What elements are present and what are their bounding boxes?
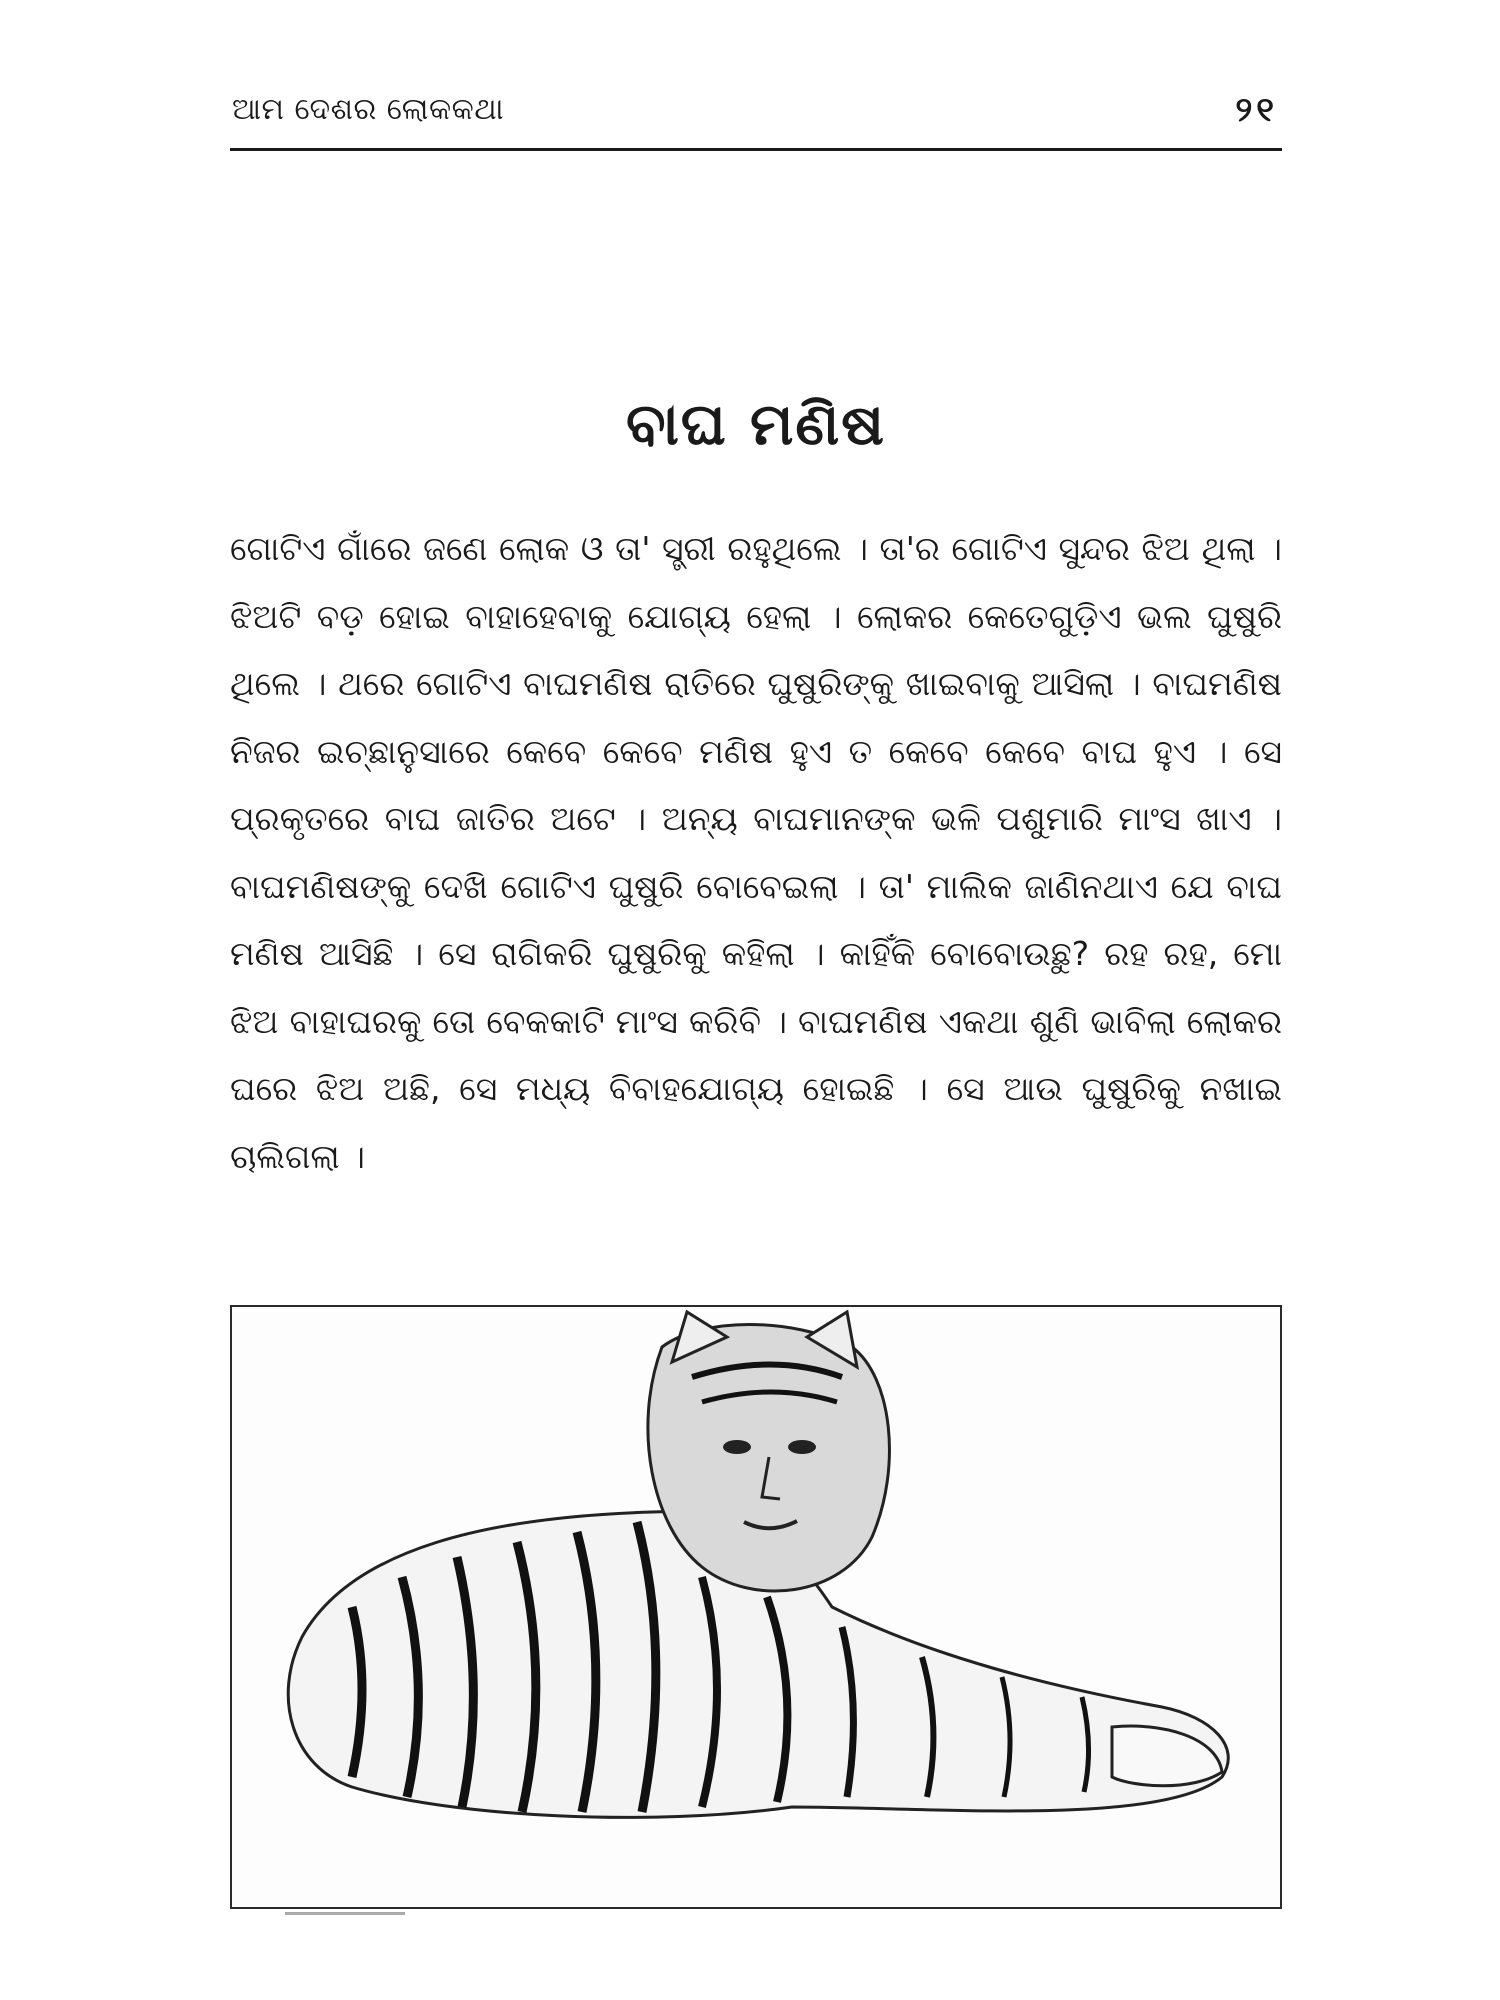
face-right-eye: [788, 1440, 816, 1454]
scan-mark: [285, 1912, 405, 1915]
tiger-man-illustration: [230, 1305, 1282, 1909]
face-left-eye: [723, 1440, 751, 1454]
story-paragraph: ଗୋଟିଏ ଗାଁରେ ଜଣେ ଲୋକ ଓ ତା' ସ୍ତ୍ରୀ ରହୁଥିଲେ । ତା'ର ଗୋଟିଏ ସୁନ୍ଦର ଝିଅ ଥିଲା । ଝିଅଟି ବଡ଼ ହୋଇ ବାହାହେବାକୁ ଯୋଗ୍ୟ ହେଲା । ଲୋକର କେତେଗୁଡ଼ିଏ ଭଲ ଘୁଷୁରି ଥିଲେ । ଥରେ ଗୋଟିଏ ବାଘମଣିଷ ରାତିରେ ଘୁଷୁରିଙ୍କୁ ଖାଇବାକୁ ଆସିଲା । ବାଘମଣିଷ ନିଜର ଇଚ୍ଛାନୁସାରେ କେବେ କେବେ ମଣିଷ ହୁଏ ତ କେବେ କେବେ ବାଘ ହୁଏ । ସେ ପ୍ରକୃତରେ ବାଘ ଜାତିର ଅଟେ । ଅନ୍ୟ ବାଘମାନଙ୍କ ଭଳି ପଶୁମାରି ମାଂସ ଖାଏ । ବାଘମଣିଷଙ୍କୁ ଦେଖି ଗୋଟିଏ ଘୁଷୁରି ବୋବେଇଲା । ତା' ମାଲିକ ଜାଣିନଥାଏ ଯେ ବାଘ ମଣିଷ ଆସିଛି । ସେ ରାଗିକରି ଘୁଷୁରିକୁ କହିଲା । କାହିଁକି ବୋବୋଉଛୁ? ରହ ରହ, ମୋ ଝିଅ ବାହାଘରକୁ ତୋ ବେକକାଟି ମାଂସ କରିବି । ବାଘମଣିଷ ଏକଥା ଶୁଣି ଭାବିଲା ଲୋକର ଘରେ ଝିଅ ଅଛି, ସେ ମଧ୍ୟ ବିବାହଯୋଗ୍ୟ ହୋଇଛି । ସେ ଆଉ ଘୁଷୁରିକୁ ନଖାଇ ଚାଲିଗଲା ।: [230, 529, 1282, 1176]
tiger-drawing: [232, 1307, 1280, 1907]
running-header: [230, 88, 1282, 151]
book-title: ଆମ ଦେଶର ଲୋକକଥା: [232, 92, 505, 127]
story-title: ବାଘ ମଣିଷ: [626, 390, 886, 458]
page-number: ୨୧: [1235, 90, 1278, 130]
